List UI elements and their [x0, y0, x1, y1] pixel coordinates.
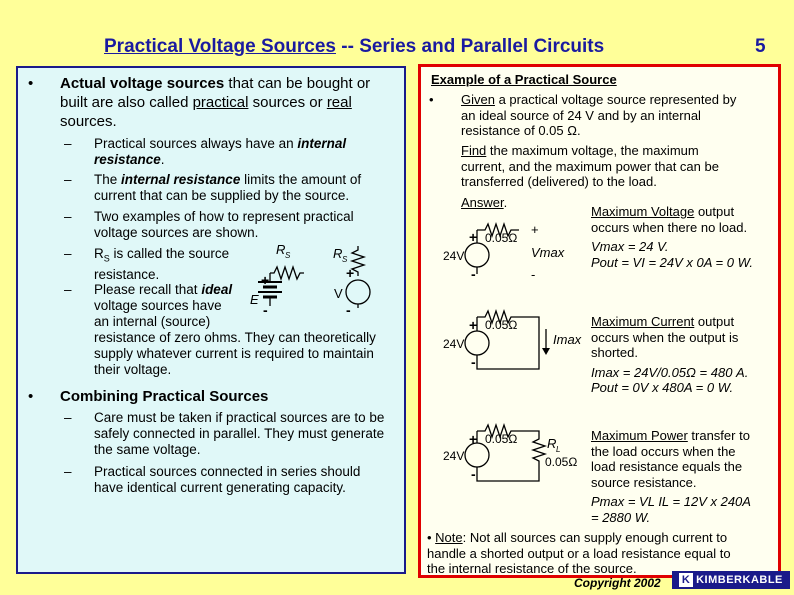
text: shorted.	[591, 345, 638, 360]
text: a practical voltage source represented by	[494, 92, 737, 107]
text: ideal	[201, 282, 233, 297]
source-circle	[465, 243, 489, 267]
text: output	[694, 314, 735, 329]
plus-sign: +	[469, 317, 478, 333]
max-power-result: = 2880 W.	[591, 509, 651, 525]
real-word: real	[326, 94, 352, 111]
text: built are also called	[60, 94, 193, 111]
text: the load occurs when the	[591, 443, 736, 459]
bullet-dot: •	[429, 92, 434, 107]
kimberkable-logo	[672, 571, 790, 589]
dash: –	[64, 136, 72, 151]
text: sources.	[60, 113, 117, 130]
example-heading: Example of a Practical Source	[431, 72, 617, 87]
circuit-matched-load	[443, 425, 577, 482]
text: transferred (delivered) to the load.	[461, 174, 657, 189]
dash: –	[64, 172, 72, 187]
minus-sign: -	[471, 266, 476, 282]
text: occurs when there no load.	[591, 219, 748, 235]
text: Practical sources connected in series should	[94, 464, 361, 479]
text: Maximum Power	[591, 428, 688, 443]
note-word: Note	[435, 530, 463, 545]
max-power-eq: Pmax = VL IL = 12V x 240A	[591, 494, 751, 509]
minus-sign: -	[263, 302, 268, 318]
text: Practical sources always have an	[94, 136, 298, 151]
example-circuits	[421, 67, 778, 575]
max-current-eq: Imax = 24V/0.05Ω = 480 A.	[591, 364, 749, 380]
arrow-head	[542, 348, 550, 355]
text: sources or	[248, 94, 327, 111]
resistance-label: 0.05Ω	[485, 432, 518, 446]
plus-sign: +	[261, 272, 270, 288]
text: internal resistance	[121, 172, 241, 187]
text: resistance of 0.05 Ω.	[461, 123, 581, 138]
text: is called the source	[109, 246, 230, 261]
max-voltage-eq: Vmax = 24 V.	[591, 239, 669, 254]
text: Care must be taken if practical sources are to be	[94, 410, 385, 425]
note-text: • Note: Not all sources can supply enough current to handle a shorted output or a load resistance equal to the internal resistance of the source.	[427, 530, 731, 576]
text: Maximum Current	[591, 314, 695, 329]
bullet-dot: •	[28, 388, 34, 405]
text: The	[94, 172, 122, 187]
title-part1: Practical Voltage Sources	[104, 36, 336, 57]
text: handle a shorted output or a load resistance equal to	[427, 545, 731, 561]
voltage-source-circle	[346, 280, 370, 304]
source-label: 24V	[443, 249, 465, 263]
plus-sign: +	[346, 265, 355, 281]
source-label: 24V	[443, 449, 465, 463]
text: voltage sources are shown.	[94, 225, 259, 240]
rl-sub: L	[556, 445, 561, 454]
subscript: S	[103, 253, 110, 264]
v-label: V	[334, 286, 343, 301]
source-circle	[465, 331, 489, 355]
minus-sign: -	[471, 354, 476, 370]
rl-label: R	[547, 436, 557, 451]
answer-word: Answer	[461, 195, 504, 210]
minus-sign: -	[471, 466, 476, 482]
text: limits the amount of	[240, 172, 362, 187]
slide-number: 5	[755, 36, 766, 57]
text: current that can be supplied by the source.	[94, 188, 350, 203]
circuit-shorted	[443, 311, 582, 370]
text: voltage sources have	[94, 298, 222, 313]
text: Please recall that	[94, 282, 202, 297]
text: the maximum voltage, the maximum	[486, 143, 699, 158]
pout-eq-short: Pout = 0V x 480A = 0 W.	[591, 380, 734, 395]
copyright: Copyright 2002	[574, 576, 661, 590]
text: internal	[297, 136, 347, 151]
e-label: E	[250, 292, 259, 307]
text: Two examples of how to represent practical	[94, 209, 354, 224]
text: resistance of zero ohms. They can theoretically	[94, 330, 376, 345]
minus-sign: -	[346, 302, 351, 318]
bullet-combining-sources: Combining Practical Sources	[60, 388, 269, 405]
vmax-label: Vmax	[531, 245, 565, 260]
text: an ideal source of 24 V and by an internal	[461, 107, 701, 123]
bullet-dot: •	[28, 75, 34, 92]
text: : Not all sources can supply enough current to	[462, 530, 728, 545]
circuit-no-load	[443, 222, 565, 282]
text: an internal (source)	[94, 314, 211, 329]
text: the same voltage.	[94, 442, 201, 457]
text: that can be bought or	[224, 75, 371, 92]
title-part2: -- Series and Parallel Circuits	[335, 36, 605, 57]
pout-eq-no-load: Pout = VI = 24V x 0A = 0 W.	[591, 254, 753, 270]
dash: –	[64, 410, 72, 425]
rl-value: 0.05Ω	[545, 455, 578, 469]
resistor-left	[270, 267, 304, 279]
text: .	[160, 152, 165, 167]
dash: –	[64, 282, 72, 297]
answer-label: Answer.	[461, 195, 508, 210]
text: safely connected in parallel. They must generate	[94, 426, 385, 441]
dash: –	[64, 464, 72, 479]
source-label: 24V	[443, 337, 465, 351]
rs-label-left: R	[276, 242, 286, 257]
logo-text: KIMBERKABLE	[696, 574, 783, 586]
text: R	[94, 246, 104, 261]
left-content-box	[16, 66, 406, 574]
text: supply whatever current is required to maintain	[94, 346, 374, 361]
example-box	[418, 64, 781, 578]
dash: –	[64, 246, 72, 261]
text: their voltage.	[94, 362, 172, 377]
given-word: Given	[461, 92, 495, 107]
text: resistance.	[94, 266, 160, 282]
plus-sign: +	[469, 431, 478, 447]
text: Maximum Voltage	[591, 204, 695, 219]
source-representation-diagram	[18, 68, 404, 572]
text: resistance	[94, 152, 161, 167]
plus-sign: +	[531, 222, 539, 237]
text: output	[694, 204, 735, 219]
bold-text: Actual voltage sources	[60, 75, 225, 92]
practical-word: practical	[192, 94, 249, 111]
text: the internal resistance of the source.	[427, 561, 637, 576]
logo-k-icon: K	[679, 573, 693, 587]
minus-sign: -	[531, 267, 536, 282]
text: have identical current generating capacity.	[94, 480, 346, 495]
text: occurs when the output is	[591, 329, 739, 345]
plus-sign: +	[469, 229, 478, 245]
text: current, and the maximum power that can be	[461, 158, 719, 174]
text: transfer to	[687, 428, 750, 443]
find-word: Find	[461, 143, 487, 158]
rs-sub-left: S	[285, 251, 291, 260]
resistance-label: 0.05Ω	[485, 231, 518, 245]
imax-label: Imax	[553, 332, 582, 347]
rs-sub-right: S	[342, 255, 348, 264]
text: source resistance.	[591, 474, 697, 490]
title-text	[104, 36, 604, 58]
dash: –	[64, 209, 72, 224]
rs-label-right: R	[333, 246, 343, 261]
resistance-label: 0.05Ω	[485, 318, 518, 332]
text: load resistance equals the	[591, 459, 743, 474]
